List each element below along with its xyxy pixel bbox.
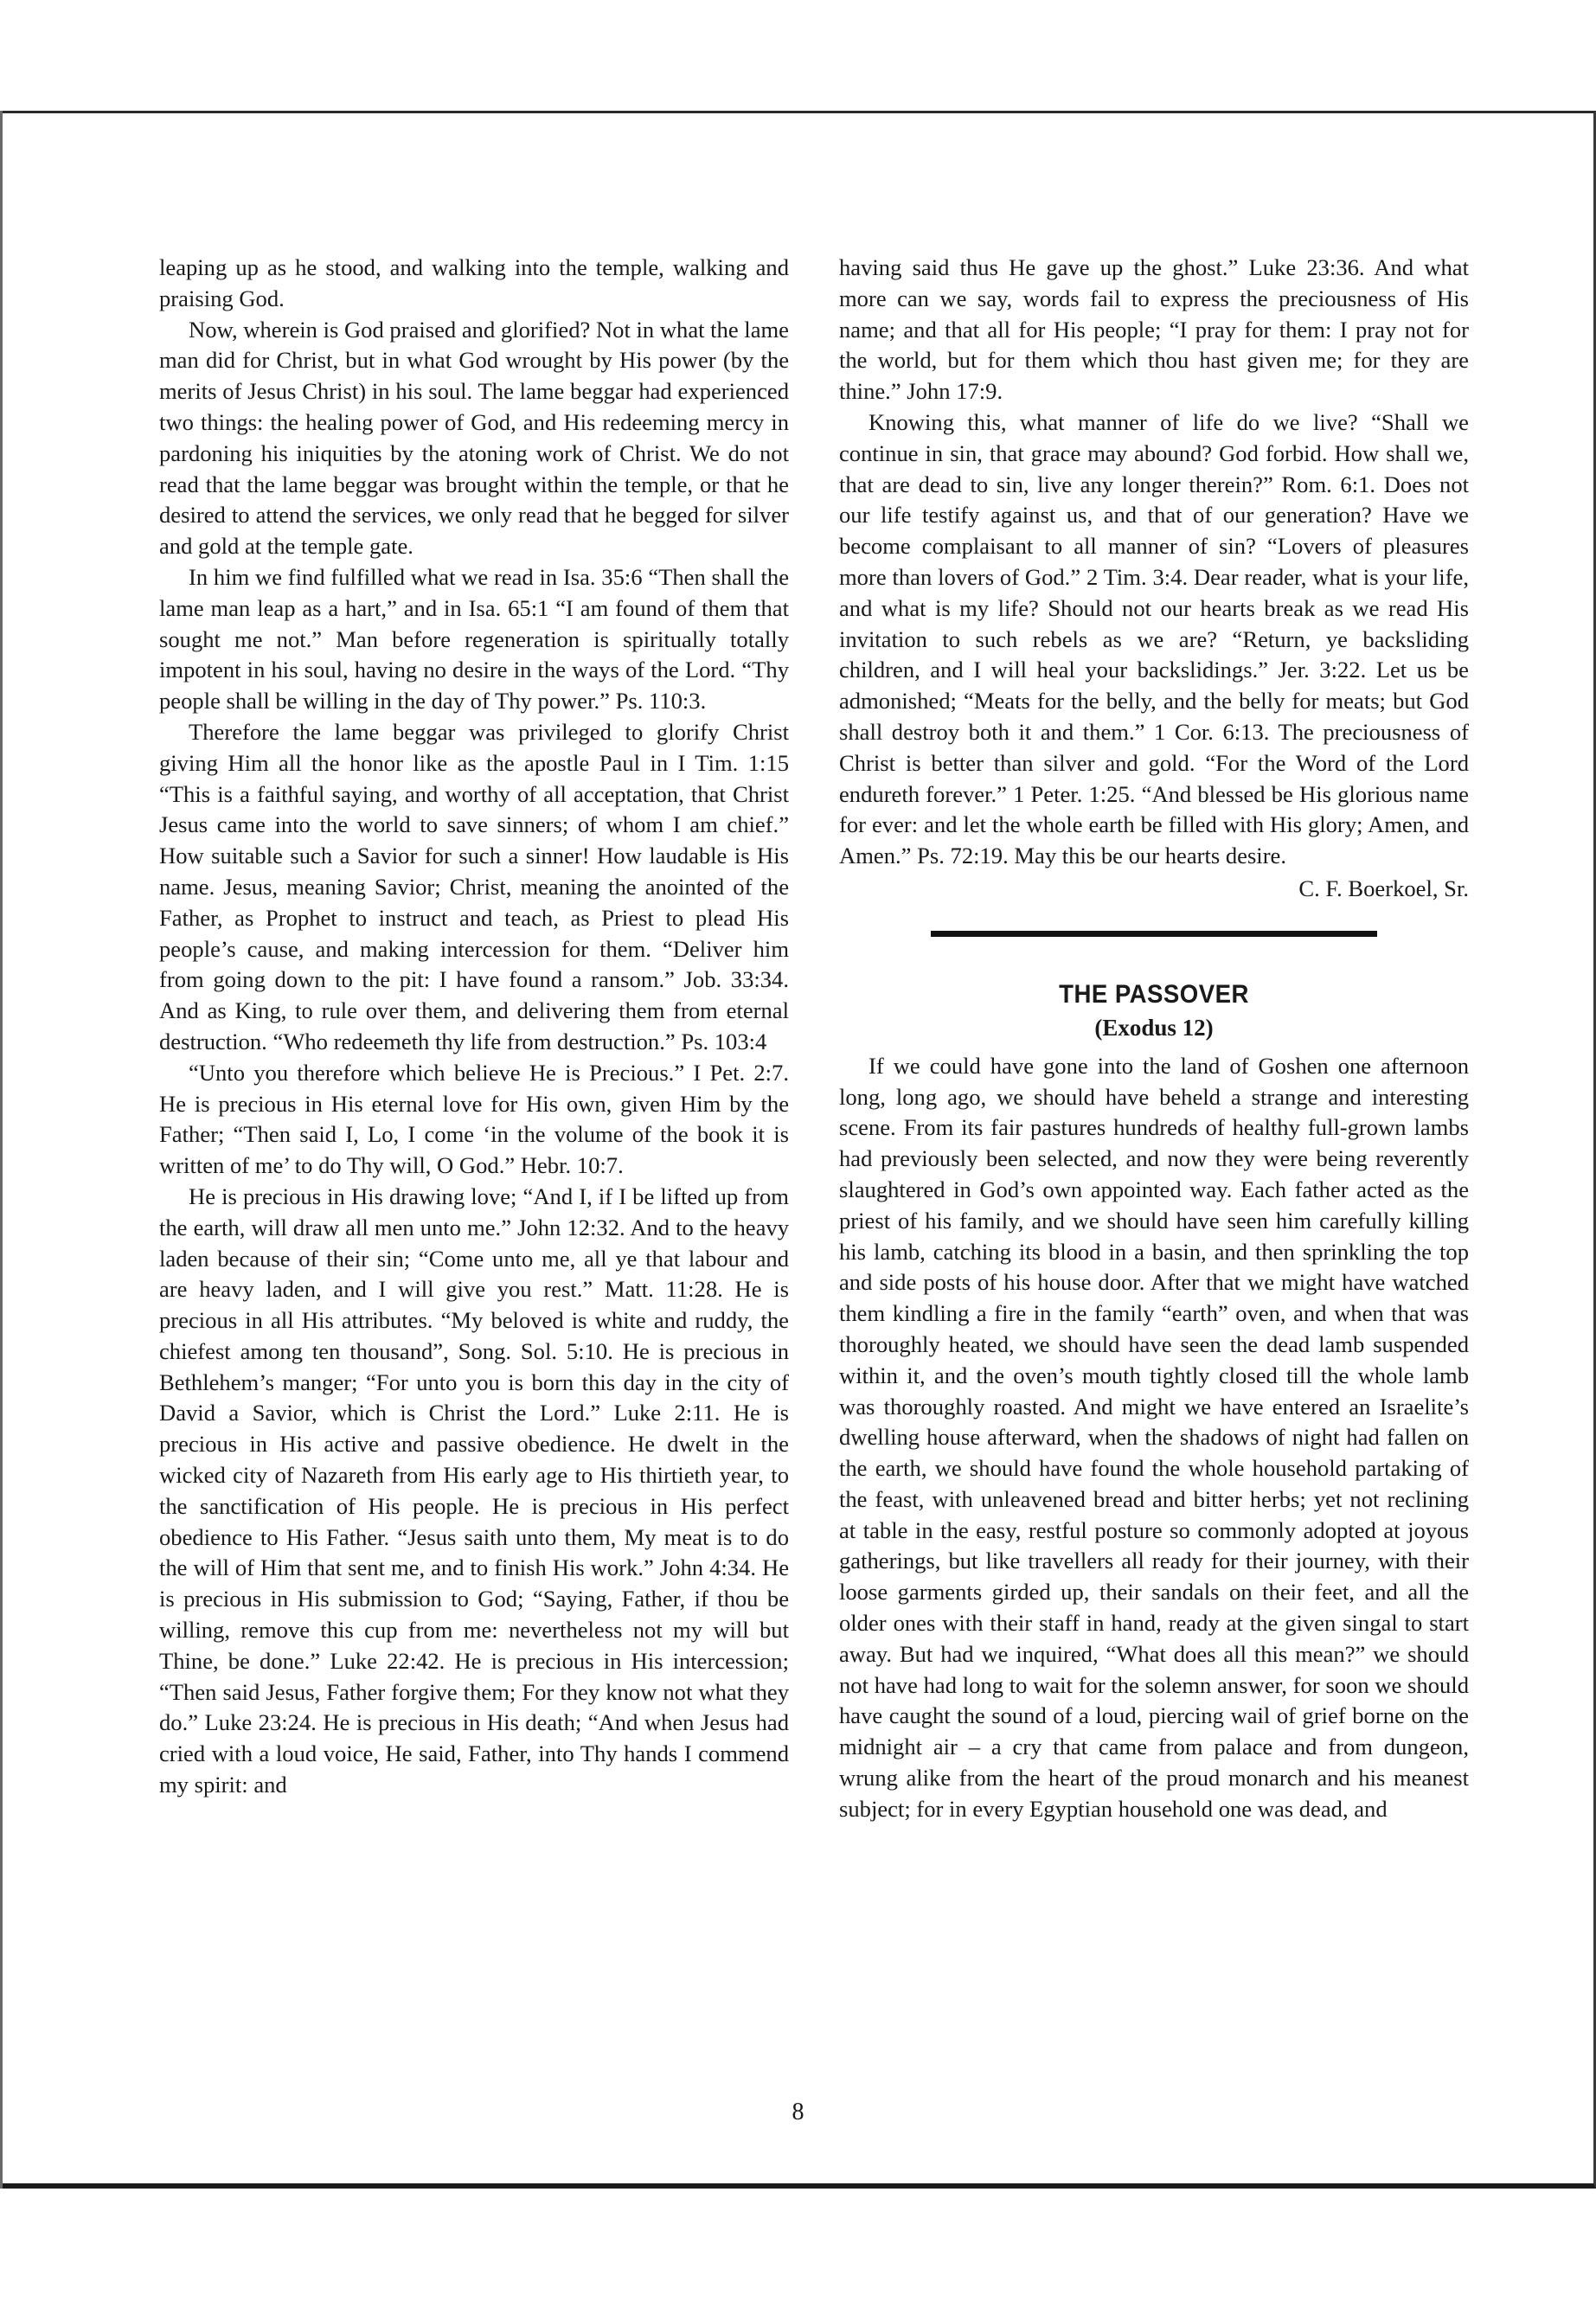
paragraph: leaping up as he stood, and walking into the temple, walking and praising God.: [159, 254, 789, 311]
paragraph: He is precious in His drawing love; “And I, if I be lifted up from the earth, will draw all men unto me.” John 12:32. And to the heavy laden because of their sin; “Come unto me, all ye that labour and are heavy laden, and I will give you rest.” Matt. 11:28. He is precious in all His attributes. “My beloved is white and ruddy, the chiefest among ten thousand”, Song. Sol. 5:10. He is precious in Bethlehem’s manger; “For unto you is born this day in the city of David a Savior, which is Christ the Lord.” Luke 2:11. He is precious in His active and passive obedience. He dwelt in the wicked city of Nazareth from His early age to His thirtieth year, to the sanctification of His people. He is precious in His perfect obedience to His Father. “Jesus saith unto them, My meat is to do the will of Him that sent me, and to finish His work.” John 4:34. He is precious in His submission to God; “Saying, Father, if thou be willing, remove this cup from me: nevertheless not my will but Thine, be done.” Luke 22:42. He is precious in His intercession; “Then said Jesus, Father forgive them; For they know not what they do.” Luke 23:24. He is precious in His death; “And when Jesus had cried with a loud voice, He said, Father, into Thy hands I commend my spirit: and: [159, 1183, 789, 1798]
paragraph: If we could have gone into the land of Goshen one afternoon long, long ago, we should have beheld a strange and interesting scene. From its fair pastures hundreds of healthy full-grown lambs had previously been selected, and now they were being reverently slaughtered in God’s own appointed way. Each father acted as the priest of his family, and we should have seen him carefully killing his lamb, catching its blood in a basin, and then sprinkling the top and side posts of his house door. After that we might have watched them kindling a fire in the family “earth” oven, and when that was thoroughly heated, we should have seen the dead lamb suspended within it, and the oven’s mouth tightly closed till the whole lamb was thoroughly roasted. And might we have entered an Israelite’s dwelling house afterward, when the shadows of night had fallen on the earth, we should have found the whole household partaking of the feast, with unleavened bread and bitter herbs; yet not reclining at table in the easy, restful posture so commonly adopted at joyous gatherings, but like travellers all ready for their journey, with their loose garments girded up, their sandals on their feet, and all the older ones with their staff in hand, ready at the given singal to start away. But had we inquired, “What does all this mean?” we should not have had long to wait for the solemn answer, for soon we should have caught the sound of a loud, piercing wail of grief borne on the midnight air – a cry that came from palace and from dungeon, wrung alike from the heart of the proud monarch and his meanest subject; for in every Egyptian household one was dead, and: [839, 1052, 1469, 1822]
section-divider: [931, 931, 1377, 937]
paragraph: Therefore the lame beggar was privileged to glorify Christ giving Him all the honor like as the apostle Paul in I Tim. 1:15 “This is a faithful saying, and worthy of all acceptation, that Christ Jesus came into the world to save sinners; of whom I am chief.” How suitable such a Savior for such a sinner! How laudable is His name. Jesus, meaning Savior; Christ, meaning the anointed of the Father, as Prophet to instruct and teach, as Priest to plead His people’s cause, and making intercession for them. “Deliver him from going down to the pit: I have found a ransom.” Job. 33:34. And as King, to rule over them, and delivering them from eternal destruction. “Who redeemeth thy life from destruction.” Ps. 103:4: [159, 718, 789, 1054]
page-number: 8: [792, 2099, 804, 2125]
paragraph: In him we find fulfilled what we read in Isa. 35:6 “Then shall the lame man leap as a hart,” and in Isa. 65:1 “I am found of them that sought me not.” Man before regeneration is spiritually totally impotent in his soul, having no desire in the ways of the Lord. “Thy people shall be willing in the day of Thy power.” Ps. 110:3.: [159, 563, 789, 715]
right-column: [839, 253, 1469, 1825]
left-column: [159, 253, 789, 1801]
article-subtitle: (Exodus 12): [1094, 1014, 1214, 1041]
paragraph: having said thus He gave up the ghost.” Luke 23:36. And what more can we say, words fail to express the preciousness of His name; and that all for His people; “I pray for them: I pray not for the world, but for them which thou hast given me; for they are thine.” John 17:9.: [839, 254, 1469, 405]
paragraph: Knowing this, what manner of life do we live? “Shall we continue in sin, that grace may abound? God forbid. How shall we, that are dead to sin, live any longer therein?” Rom. 6:1. Does not our life testify against us, and that of our generation? Have we become complaisant to all manner of sin? “Lovers of pleasures more than lovers of God.” 2 Tim. 3:4. Dear reader, what is your life, and what is my life? Should not our hearts break as we read His invitation to such rebels as we are? “Return, ye backsliding children, and I will heal your backslidings.” Jer. 3:22. Let us be admonished; “Meats for the belly, and the belly for meats; but God shall destroy both it and them.” 1 Cor. 6:13. The preciousness of Christ is better than silver and gold. “For the Word of the Lord endureth forever.” 1 Peter. 1:25. “And blessed be His glorious name for ever: and let the whole earth be filled with His glory; Amen, and Amen.” Ps. 72:19. May this be our hearts desire.: [839, 408, 1469, 869]
page-edge: [0, 111, 3, 2189]
author-signature: C. F. Boerkoel, Sr.: [1298, 875, 1469, 901]
paragraph: Now, wherein is God praised and glorified? Not in what the lame man did for Christ, but in what God wrought by His power (by the merits of Jesus Christ) in his soul. The lame beggar had experienced two things: the healing power of God, and His redeeming mercy in pardoning his iniquities by the atoning work of Christ. We do not read that the lame beggar was brought within the temple, or that he desired to attend the services, we only read that he begged for silver and gold at the temple gate.: [159, 316, 789, 560]
paragraph: “Unto you therefore which believe He is Precious.” I Pet. 2:7. He is precious in His eternal love for His own, given Him by the Father; “Then said I, Lo, I come ‘in the volume of the book it is written of me’ to do Thy will, O God.” Hebr. 10:7.: [159, 1059, 789, 1179]
article-title: THE PASSOVER: [1059, 979, 1249, 1009]
